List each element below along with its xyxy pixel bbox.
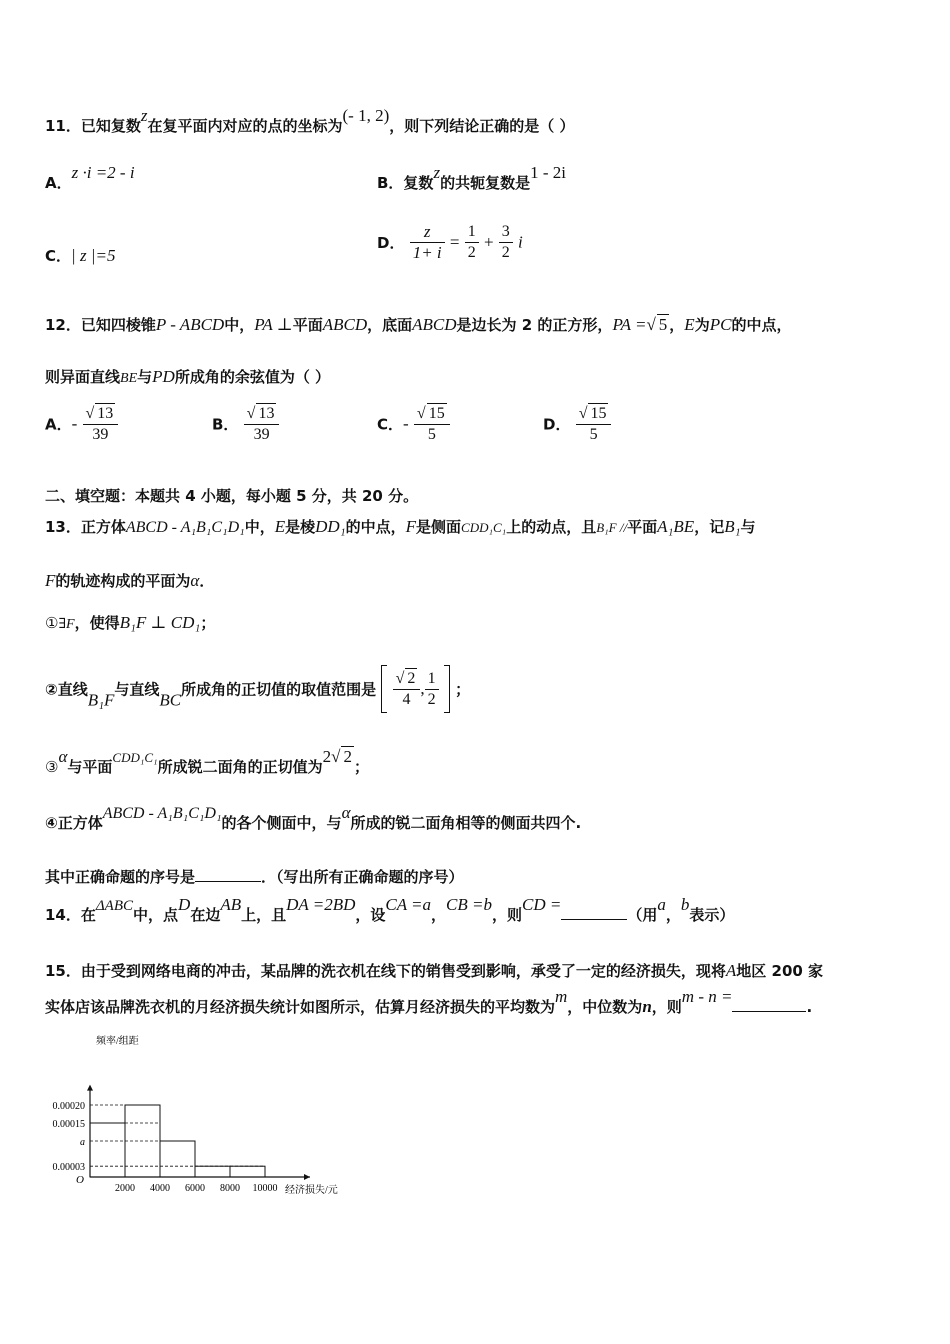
q15-stem-line2: 实体店该品牌洗衣机的月经济损失统计如图所示，估算月经济损失的平均数为m，中位数为n，则m - n =. — [45, 987, 813, 1016]
x-tick-label: 10000 — [252, 1183, 278, 1194]
q13-stem-line1: 13．正方体ABCD - A₁B₁C₁D₁中，E是棱DD₁的中点，F是侧面CDD₁C₁上的动点，且B₁F //平面A₁BE，记B₁与 — [45, 517, 756, 536]
x-tick-label: 4000 — [150, 1183, 170, 1194]
answer-blank — [195, 867, 261, 882]
q13-statement-1: ①∃F，使得B₁F ⊥ CD₁； — [45, 613, 216, 632]
chart-axes — [87, 1085, 310, 1180]
section-heading: 二、填空题：本题共 4 小题，每小题 5 分，共 20 分。 — [45, 487, 419, 505]
q11-option-c: C．| z |=5 — [45, 246, 116, 265]
y-tick-label: 0.00015 — [52, 1119, 85, 1130]
histogram-bar — [90, 1123, 125, 1177]
origin-label: O — [76, 1174, 84, 1186]
x-tick-label: 2000 — [115, 1183, 135, 1194]
x-tick-label: 8000 — [220, 1183, 240, 1194]
q12-option-b: B． $\frac{√ 13}{39}$ — [212, 403, 279, 445]
q13-stem-line2: F的轨迹构成的平面为α． — [45, 571, 215, 590]
q12-stem-line2: 则异面直线BE与PD所成角的余弦值为（ ） — [45, 367, 331, 386]
answer-blank — [561, 905, 627, 920]
q12-option-c: C．- $\frac{√ 15}{5}$ — [377, 403, 450, 445]
q11-option-d: D． $\frac{z}{1+ i}$ = $\frac{1}{2}$ + $\frac{3}{2}$ i — [377, 222, 523, 262]
y-axis-arrow — [87, 1085, 93, 1091]
histogram-chart — [40, 1030, 370, 1200]
histogram-bar — [195, 1166, 230, 1177]
y-tick-label: 0.00020 — [52, 1101, 85, 1112]
q12-option-d: D． $\frac{√ 15}{5}$ — [543, 403, 611, 445]
q15-stem-line1: 15．由于受到网络电商的冲击，某品牌的洗衣机在线下的销售受到影响，承受了一定的经济损失，现将A地区 200 家 — [45, 961, 824, 980]
q13-statement-4: ④正方体ABCD - A₁B₁C₁D₁的各个侧面中，与α所成的锐二面角相等的侧面共四个. — [45, 803, 582, 832]
answer-blank — [732, 997, 806, 1012]
histogram-bar — [230, 1166, 265, 1177]
q13-final: 其中正确命题的序号是 ．（写出所有正确命题的序号） — [45, 868, 464, 886]
q12-stem-line1: 12．已知四棱锥P - ABCD中，PA ⊥平面ABCD，底面ABCD是边长为 2 的正方形，PA =√ 5 ，E为PC的中点， — [45, 315, 792, 334]
y-tick-label: a — [80, 1137, 85, 1148]
x-axis-label: 经济损失/元 — [285, 1185, 338, 1196]
q14-stem: 14．在ΔABC中，点D在边AB上，且DA =2BD，设CA =a，CB =b，则CD =（用a，b表示） — [45, 895, 735, 924]
q13-statement-3: ③α与平面CDD₁C₁所成锐二面角的正切值为2√ 2； — [45, 747, 369, 776]
q12-option-a: A．- $\frac{√ 13}{39}$ — [45, 403, 118, 445]
q11-stem: 11．已知复数z在复平面内对应的点的坐标为(- 1, 2)，则下列结论正确的是（ ） — [45, 106, 575, 135]
q13-statement-2: ②直线B₁F与直线BC所成角的正切值的取值范围是 $\frac{√ 2}{4}$ , $\frac{1}{2}$ ； — [45, 665, 470, 713]
x-axis-arrow — [304, 1174, 310, 1180]
y-tick-label: 0.00003 — [52, 1162, 85, 1174]
q11-option-a: A．z ·i =2 - i — [45, 163, 135, 192]
q11-option-b: B．复数z的共轭复数是1 - 2i — [377, 163, 566, 192]
y-axis-label: 频率/组距 — [96, 1036, 139, 1047]
x-tick-label: 6000 — [185, 1183, 205, 1194]
histogram-bar — [160, 1141, 195, 1177]
